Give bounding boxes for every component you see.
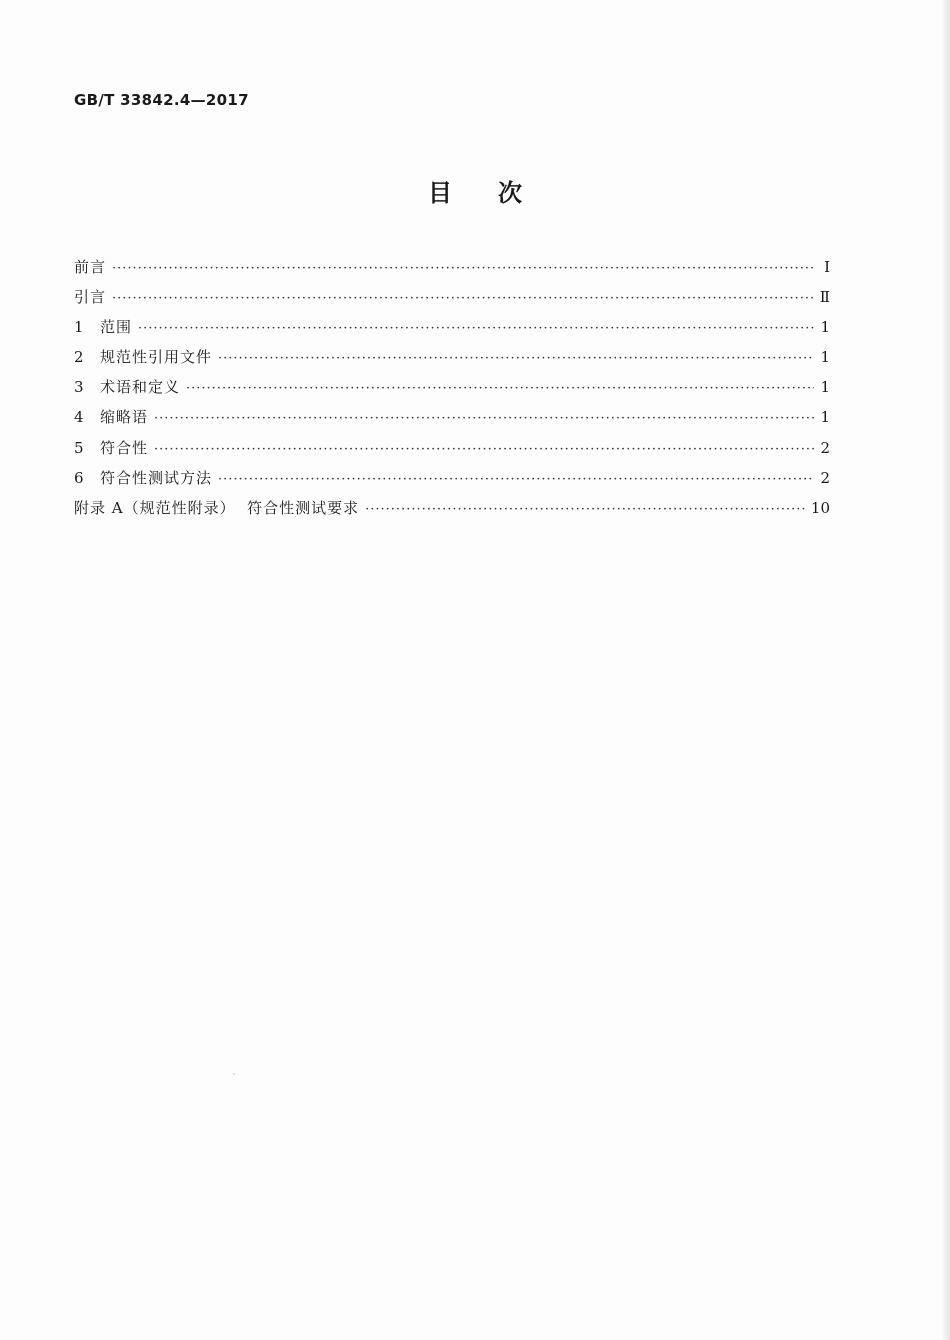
toc-entry-conformance[interactable] [74,436,830,466]
toc-entry-page: Ⅰ [824,258,830,276]
toc-entry-number: 5 [74,438,84,457]
toc-entry-annex-a[interactable] [74,496,830,526]
toc-leader-dots [218,468,814,492]
toc-entry-number: 3 [74,378,84,397]
toc-entry-page: 2 [820,468,830,487]
toc-entry-page: Ⅱ [819,288,830,307]
toc-entry-label: 符合性 [100,438,149,457]
toc-leader-dots [154,438,814,462]
toc-leader-dots [138,317,814,341]
toc-leader-dots [218,347,814,371]
toc-entry-label: 前言 [74,258,107,276]
toc-leader-dots [112,287,814,311]
toc-entry-conformance-test-methods[interactable] [74,466,830,496]
toc-entry-number: 2 [74,348,84,367]
toc-entry-label: 缩略语 [100,408,149,427]
toc-entry-page: 1 [820,318,830,337]
toc-entry-normative-references[interactable] [74,345,830,375]
toc-entry-number: 4 [74,408,84,427]
toc-entry-label: 范围 [100,318,133,337]
toc-entry-label: 规范性引用文件 [100,348,213,367]
toc-entry-label: 附录 A（规范性附录） 符合性测试要求 [74,498,360,517]
toc-entry-number: 1 [74,318,84,337]
table-of-contents [74,255,830,526]
toc-entry-page: 1 [820,378,830,397]
toc-leader-dots [112,257,814,281]
toc-title: 目次 [428,179,568,207]
toc-entry-scope[interactable] [74,315,830,345]
toc-entry-terms-definitions[interactable] [74,375,830,405]
toc-leader-dots [365,498,805,522]
toc-entry-preface[interactable] [74,255,830,285]
toc-entry-page: 2 [820,438,830,457]
toc-leader-dots [186,377,814,401]
toc-entry-introduction[interactable] [74,285,830,315]
standard-code: GB/T 33842.4—2017 [74,91,249,109]
toc-entry-page: 1 [820,408,830,427]
toc-entry-label: 术语和定义 [100,378,181,397]
toc-entry-abbreviations[interactable] [74,405,830,435]
toc-entry-label: 引言 [74,288,107,307]
scan-speck [233,1073,235,1075]
toc-entry-label: 符合性测试方法 [100,468,213,487]
toc-entry-page: 10 [810,498,830,517]
toc-entry-number: 6 [74,468,84,487]
toc-leader-dots [154,407,814,431]
toc-entry-page: 1 [820,348,830,367]
